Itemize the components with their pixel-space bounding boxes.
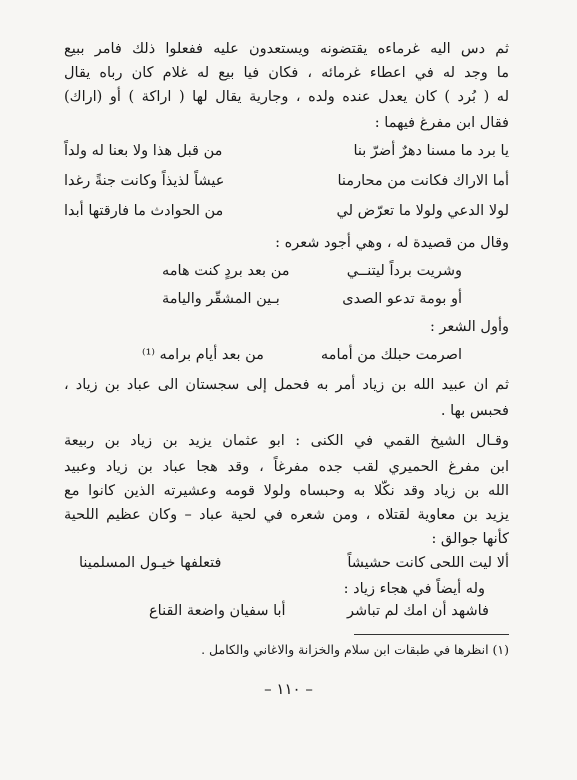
verse-second-hemistich: من قبل هذا ولا بعنا له ولداً — [64, 143, 223, 159]
paragraph-line: ثم دس اليه غرماءه يقتضونه ويستعدون عليه ففعلوا ذلك فامر ببيع — [64, 41, 509, 57]
verse-second-hemistich: من بعد بردٍ كنت هامه — [162, 263, 290, 279]
verse-first-hemistich: أما الاراك فكانت من محارمنا — [337, 173, 509, 189]
paragraph-line: فحبس بها . — [440, 403, 509, 419]
paragraph-line: ابن مفرغ الحميري لقب جده مفرغاً ، وقد هجا عباد بن زياد وعبيد — [64, 459, 509, 475]
paragraph-line: وقـال الشيخ القمي في الكنى : ابو عثمان يزيد بن زياد بن ربيعة — [64, 433, 509, 449]
poem-intro: وله أيضاً في هجاء زياد : — [343, 581, 485, 597]
paragraph-line: يزيد بن معاوية لقتلاه ، ومن شعره في لحية عباد – وكان عظيم اللحية — [64, 507, 509, 523]
verse-first-hemistich: وشريت برداً ليتنــي — [346, 263, 462, 279]
verse-line — [162, 288, 462, 310]
verse-first-hemistich: فاشهد أن امك لم تباشر — [347, 603, 489, 619]
poem-intro: وأول الشعر : — [429, 319, 509, 335]
verse-second-hemistich: فتعلفها خيـول المسلمينا — [79, 555, 222, 571]
verse-first-hemistich: ألا ليت اللحى كانت حشيشاً — [347, 555, 509, 571]
verse-line — [142, 344, 462, 366]
paragraph-line: ثم ان عبيد الله بن زياد أمر به فحمل إلى سجستان الى عباد بن زياد ، — [64, 377, 509, 393]
paragraph-line: ما وجد له في اعطاء غرمائه ، فكان فيا بيع له غلام كان رباه يقال — [64, 65, 509, 81]
verse-line — [64, 170, 509, 192]
verse-first-hemistich: لولا الدعي ولولا ما تعرّض لي — [336, 203, 509, 219]
footnote: (١) انظرها في طبقات ابن سلام والخزانة والاغاني والكامل . — [201, 642, 509, 657]
verse-second-hemistich: من الحوادث ما فارقتها أبدا — [64, 203, 224, 219]
verse-line — [149, 600, 489, 622]
verse-second-hemistich: أبا سفيان واضعة القناع — [149, 603, 286, 619]
verse-line — [64, 200, 509, 222]
verse-second-hemistich: من بعد أيام برامه ⁽¹⁾ — [142, 347, 264, 363]
verse-first-hemistich: أو بومة تدعو الصدى — [342, 291, 462, 307]
verse-second-hemistich: بـين المشقّر واليامة — [162, 291, 280, 307]
verse-line — [162, 260, 462, 282]
paragraph-line: كأنها جوالق : — [431, 531, 509, 547]
poem-intro: فقال ابن مفرغ فيهما : — [374, 115, 509, 131]
page-number: – ١١٠ – — [264, 680, 313, 698]
verse-line — [64, 140, 509, 162]
verse-line — [79, 552, 509, 574]
footnote-divider — [354, 634, 509, 635]
paragraph-line: له ( بُرد ) كان يعدل عنده ولده ، وجارية يقال لها ( اراكة ) أو (اراك) — [64, 89, 509, 105]
verse-first-hemistich: اصرمت حبلك من أمامه — [320, 347, 462, 363]
verse-first-hemistich: يا برد ما مسنا دهرٌ أضرّ بنا — [353, 143, 509, 159]
paragraph-line: الله بن زياد وقد نكّلا به وحبساه ولولا قومه وعشيرته الذين كانوا مع — [64, 483, 509, 499]
verse-second-hemistich: عيشاً لذيذاً وكانت جنةً رغدا — [64, 173, 225, 189]
poem-intro: وقال من قصيدة له ، وهي أجود شعره : — [275, 235, 509, 251]
